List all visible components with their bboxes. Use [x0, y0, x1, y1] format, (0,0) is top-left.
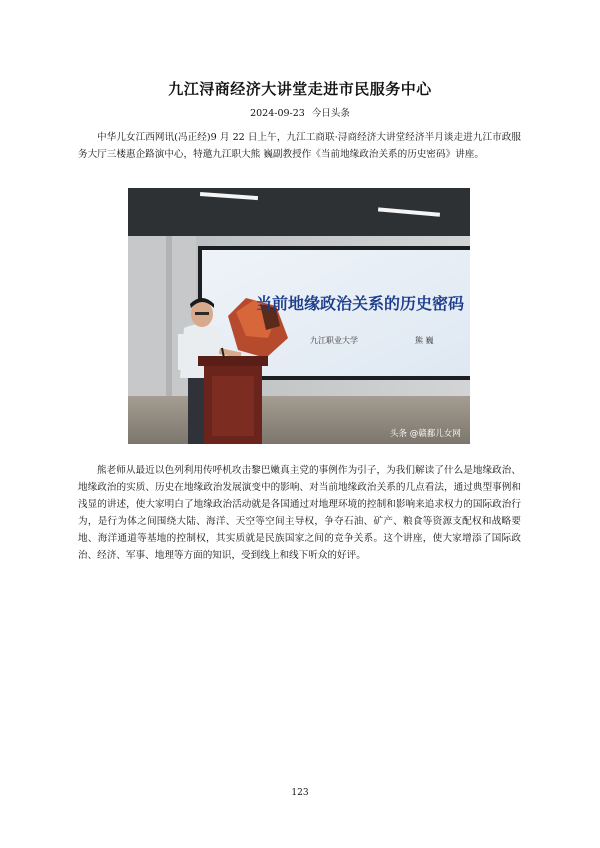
screen-presenter: 熊 巍 [415, 336, 434, 345]
podium [198, 348, 268, 444]
article-source: 今日头条 [311, 108, 350, 119]
page-number: 123 [291, 788, 309, 798]
screen-institution: 九江职业大学 [310, 336, 358, 345]
photo-watermark: 头条 @赣鄱儿女网 [390, 429, 461, 439]
lecture-photo [128, 188, 470, 444]
screen-title: 当前地缘政治关系的历史密码 [256, 294, 465, 313]
intro-paragraph: 中华儿女江西网讯(冯正经)9 月 22 日上午，九江工商联·浔商经济大讲堂经济半月谈走进九江市政服务大厅三楼惠企路演中心，特邀九江职大熊 巍副教授作《当前地缘政治关系的历史密码》讲座。 [78, 132, 521, 160]
body-paragraph: 熊老师从最近以色列利用传呼机攻击黎巴嫩真主党的事例作为引子，为我们解读了什么是地缘政治、地缘政治的实质、历史在地缘政治发展演变中的影响、对当前地缘政治关系的几点看法，通过典型事例和浅显的讲述，使大家明白了地缘政治活动就是各国通过对地理环境的控制和影响来追求权力的国际政治行为，是行为体之间围绕大陆、海洋、天空等空间主导权，争夺石油、矿产、粮食等资源支配权和战略要地、海洋通道等基地的控制权，其实质就是民族国家之间的竞争关系。这个讲座，使大家增添了国际政治、经济、军事、地理等方面的知识，受到线上和线下听众的好评。 [78, 465, 521, 561]
page-title: 九江浔商经济大讲堂走进市民服务中心 [168, 80, 432, 98]
article-date: 2024-09-23 [250, 108, 305, 119]
article-meta [0, 105, 600, 119]
lecture-photo-image [128, 188, 470, 444]
